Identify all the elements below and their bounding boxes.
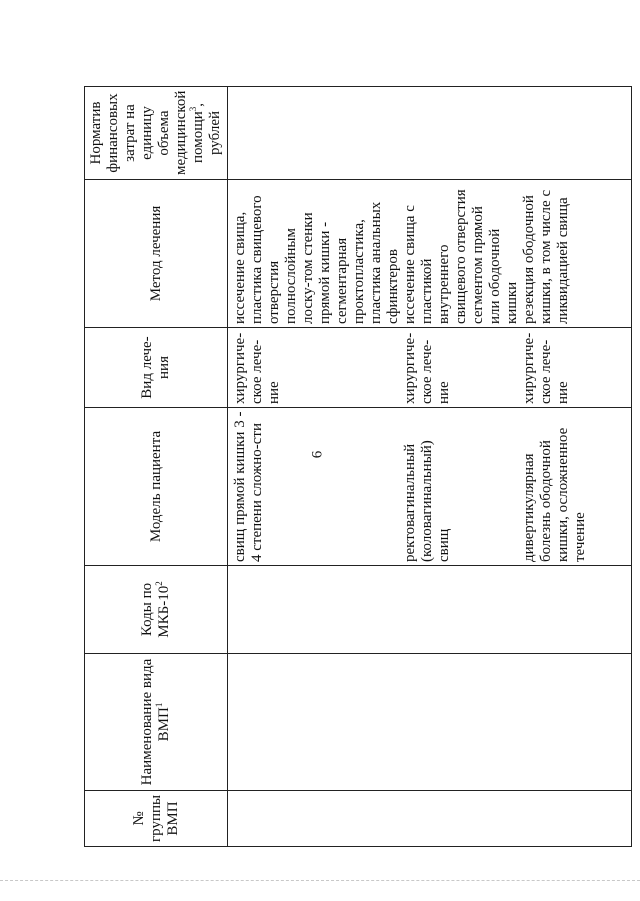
header-vmp-name: Наименование вида ВМП$^1$ bbox=[85, 654, 228, 791]
cell-vmp-name bbox=[521, 654, 632, 791]
header-treatment-method: Метод лечения bbox=[85, 180, 228, 328]
cell-treatment-type: хирургиче-ское лече-ние bbox=[521, 328, 632, 408]
header-patient-model: Модель пациента bbox=[85, 408, 228, 566]
cell-treatment-type: хирургиче-ское лече-ние bbox=[228, 328, 403, 408]
scan-edge-line bbox=[0, 880, 640, 882]
table-header-row bbox=[85, 87, 228, 847]
cell-cost-norm bbox=[228, 87, 403, 180]
cell-patient-model: ректовагинальный (коловагинальный) свищ bbox=[402, 408, 521, 566]
header-treatment-type: Вид лече-ния bbox=[85, 328, 228, 408]
cell-treatment-type: хирургиче-ское лече-ние bbox=[402, 328, 521, 408]
table-row bbox=[228, 87, 403, 847]
header-cost-norm: Норматив финансовых затрат на единицу объема медицинской помощи$^3$, рублей bbox=[85, 87, 228, 180]
cell-cost-norm bbox=[521, 87, 632, 180]
cell-icd-codes bbox=[228, 566, 403, 654]
cell-treatment-method: иссечение свища с пластикой внутреннего свищевого отверстия сегментом прямой или ободочной кишки bbox=[402, 180, 521, 328]
header-icd-codes: Коды по МКБ-$10^2$ bbox=[85, 566, 228, 654]
header-group-no: № группы ВМП bbox=[85, 791, 228, 847]
cell-cost-norm bbox=[402, 87, 521, 180]
cell-treatment-method: иссечение свища, пластика свищевого отверстия полнослойным лоску-том стенки прямой кишки - сегментарная проктопластика, пластика анальных сфинктеров bbox=[228, 180, 403, 328]
cell-patient-model: дивертикулярная болезнь ободочной кишки, осложненное течение bbox=[521, 408, 632, 566]
cell-vmp-name bbox=[228, 654, 403, 791]
cell-treatment-method: резекция ободочной кишки, в том числе с ликвидацией свища bbox=[521, 180, 632, 328]
table-row bbox=[402, 87, 521, 847]
cell-group-no bbox=[521, 791, 632, 847]
cell-patient-model: свищ прямой кишки 3 - 4 степени сложно-сти bbox=[228, 408, 403, 566]
cell-icd-codes bbox=[521, 566, 632, 654]
table-row bbox=[521, 87, 632, 847]
cell-vmp-name bbox=[402, 654, 521, 791]
cell-group-no bbox=[228, 791, 403, 847]
vmp-table bbox=[84, 86, 632, 847]
rotated-table-container bbox=[84, 87, 588, 847]
page-number: 6 bbox=[309, 450, 326, 459]
cell-group-no bbox=[402, 791, 521, 847]
cell-icd-codes bbox=[402, 566, 521, 654]
